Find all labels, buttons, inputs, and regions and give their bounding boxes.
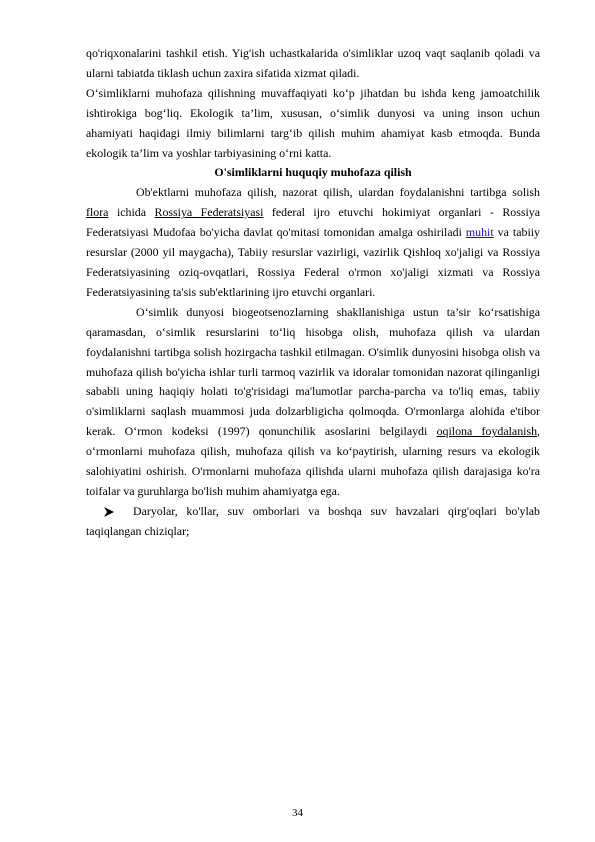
link-oqilona-foydalanish[interactable]: oqilona foydalanish [436,424,538,439]
link-flora[interactable]: flora [86,205,109,220]
link-rossiya-federatsiyasi[interactable]: Rossiya Federatsiyasi [154,205,264,220]
paragraph-text: Ob'ektlarni muhofaza qilish, nazorat qilish, ulardan foydalanishni tartibga solish [136,185,540,200]
paragraph-reserves: qo'riqxonalarini tashkil etish. Yig'ish uchastkalarida o'simliklar uzoq vaqt saqlanib qoladi va ularni tabiatda tiklash uchun zaxira sifatida xizmat qiladi. [86,46,540,80]
section-heading: O'simliklarni huquqiy muhofaza qilish [214,165,412,180]
paragraph-forest-protection [86,303,540,502]
paragraph-text: , o‘rmonlarni muhofaza qilish, muhofaza qilish va ko‘paytirish, ularning resurs va ekologik salohiyatini oshirish. O'rmonlarni muhofaza qilishda ularni muhofaza qilish darajasiga ko'ra toifalar va guruhlarga bo'lish muhim ahamiyatga ega. [86,424,540,498]
paragraph-text: federal ijro etuvchi hokimiyat organlari - Rossiya Federatsiyasi Mudofaa bo'yicha davlat qo'mitasi tomonidan amalga oshiriladi [86,205,540,240]
paragraph-legal-authorities [86,183,540,302]
link-muhit[interactable]: muhit [465,225,494,240]
paragraph-public-participation: O‘simliklarni muhofaza qilishning muvaffaqiyati ko‘p jihatdan bu ishda keng jamoatchilik ishtirokiga bog‘liq. Ekologik ta’lim, xususan, o‘simlik dunyosi va uning inson uchun ahamiyati haqidagi ilmiy bilimlarni targ‘ib qilish muhim ahamiyat kasb etmoqda. Bunda ekologik ta’lim va yoshlar tarbiyasining o‘rni katta. [86,85,540,160]
arrowhead-bullet-icon [103,502,117,522]
paragraph-text: ichida [108,205,155,220]
paragraph-text: va tabiiy resurslar (2000 yil maygacha), Tabiiy resurslar vazirligi, vazirlik Qishloq xo'jaligi va Rossiya Federatsiyasining oziq-ovqatlari, Rossiya Federal o'rmon xo'jaligi xizmati va Rossiya Federatsiyasining ta'sis sub'ektlarining ijro etuvchi organlari. [86,225,541,299]
list-item [86,502,540,542]
list-item-text: Daryolar, ko'llar, suv omborlari va boshqa suv havzalari qirg'oqlari bo'ylab taqiqlangan chiziqlar; [86,503,540,538]
paragraph-text: O‘simlik dunyosi biogeotsenozlarning shakllanishiga ustun ta’sir ko‘rsatishiga qaramasdan, o‘simlik resurslarini to‘liq hisobga olish, muhofaza qilish va ulardan foydalanishni tartibga solish hozirgacha tashkil etilmagan. O'simlik dunyosini hisobga olish va muhofaza qilish bo'yicha ishlar turli tarmoq vazirlik va idoralar tomonidan nazorat qilinganligi sababli uning haqiqiy holati to'g'risidagi ma'lumotlar parcha-parcha va to'liq emas, tabiiy o'simliklarni saqlash muammosi juda dolzarbligicha qolmoqda. O'rmonlarga alohida e'tibor kerak. O‘rmon kodeksi (1997) qonunchilik asoslarini belgilaydi [86,304,540,439]
document-page [86,44,540,542]
page-number: 34 [292,807,303,819]
